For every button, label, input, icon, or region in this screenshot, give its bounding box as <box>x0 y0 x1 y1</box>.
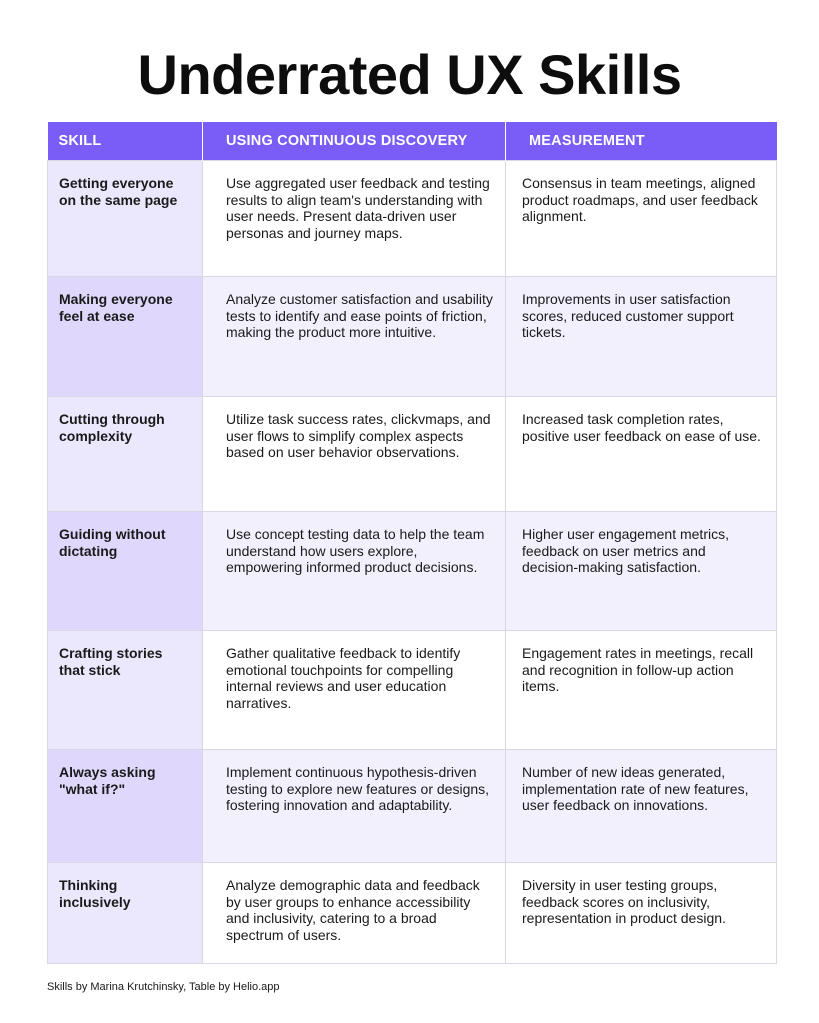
skill-cell: Crafting stories that stick <box>48 631 203 750</box>
header-skill: SKILL <box>48 122 203 161</box>
discovery-cell: Utilize task success rates, clickvmaps, and user flows to simplify complex aspects based on user behavior observations. <box>203 397 506 512</box>
skill-cell: Making everyone feel at ease <box>48 277 203 397</box>
table-row <box>48 750 777 863</box>
discovery-cell: Analyze customer satisfaction and usability tests to identify and ease points of friction, making the product more intuitive. <box>203 277 506 397</box>
discovery-cell: Analyze demographic data and feedback by user groups to enhance accessibility and inclusivity, catering to a broad spectrum of users. <box>203 863 506 964</box>
measurement-cell: Higher user engagement metrics, feedback on user metrics and decision-making satisfaction. <box>506 512 777 631</box>
skill-cell: Cutting through complexity <box>48 397 203 512</box>
discovery-cell: Gather qualitative feedback to identify emotional touchpoints for compelling internal reviews and user education narratives. <box>203 631 506 750</box>
measurement-cell: Consensus in team meetings, aligned product roadmaps, and user feedback alignment. <box>506 161 777 277</box>
skill-cell: Guiding without dictating <box>48 512 203 631</box>
table-header-row <box>48 122 777 161</box>
skill-cell: Always asking "what if?" <box>48 750 203 863</box>
measurement-cell: Improvements in user satisfaction scores, reduced customer support tickets. <box>506 277 777 397</box>
table-row <box>48 277 777 397</box>
table-row <box>48 863 777 964</box>
measurement-cell: Engagement rates in meetings, recall and recognition in follow-up action items. <box>506 631 777 750</box>
table-row <box>48 512 777 631</box>
skills-table <box>47 122 777 964</box>
discovery-cell: Use concept testing data to help the team understand how users explore, empowering informed product decisions. <box>203 512 506 631</box>
discovery-cell: Use aggregated user feedback and testing results to align team's understanding with user needs. Present data-driven user personas and journey maps. <box>203 161 506 277</box>
measurement-cell: Number of new ideas generated, implementation rate of new features, user feedback on innovations. <box>506 750 777 863</box>
measurement-cell: Increased task completion rates, positive user feedback on ease of use. <box>506 397 777 512</box>
table-row <box>48 161 777 277</box>
skill-cell: Getting everyone on the same page <box>48 161 203 277</box>
footer-credit: Skills by Marina Krutchinsky, Table by Helio.app <box>47 981 280 993</box>
header-discovery: USING CONTINUOUS DISCOVERY <box>203 122 506 161</box>
table-row <box>48 631 777 750</box>
skill-cell: Thinking inclusively <box>48 863 203 964</box>
page-title: Underrated UX Skills <box>137 43 682 106</box>
discovery-cell: Implement continuous hypothesis-driven testing to explore new features or designs, fostering innovation and adaptability. <box>203 750 506 863</box>
header-measurement: MEASUREMENT <box>506 122 777 161</box>
measurement-cell: Diversity in user testing groups, feedback scores on inclusivity, representation in product design. <box>506 863 777 964</box>
table-row <box>48 397 777 512</box>
